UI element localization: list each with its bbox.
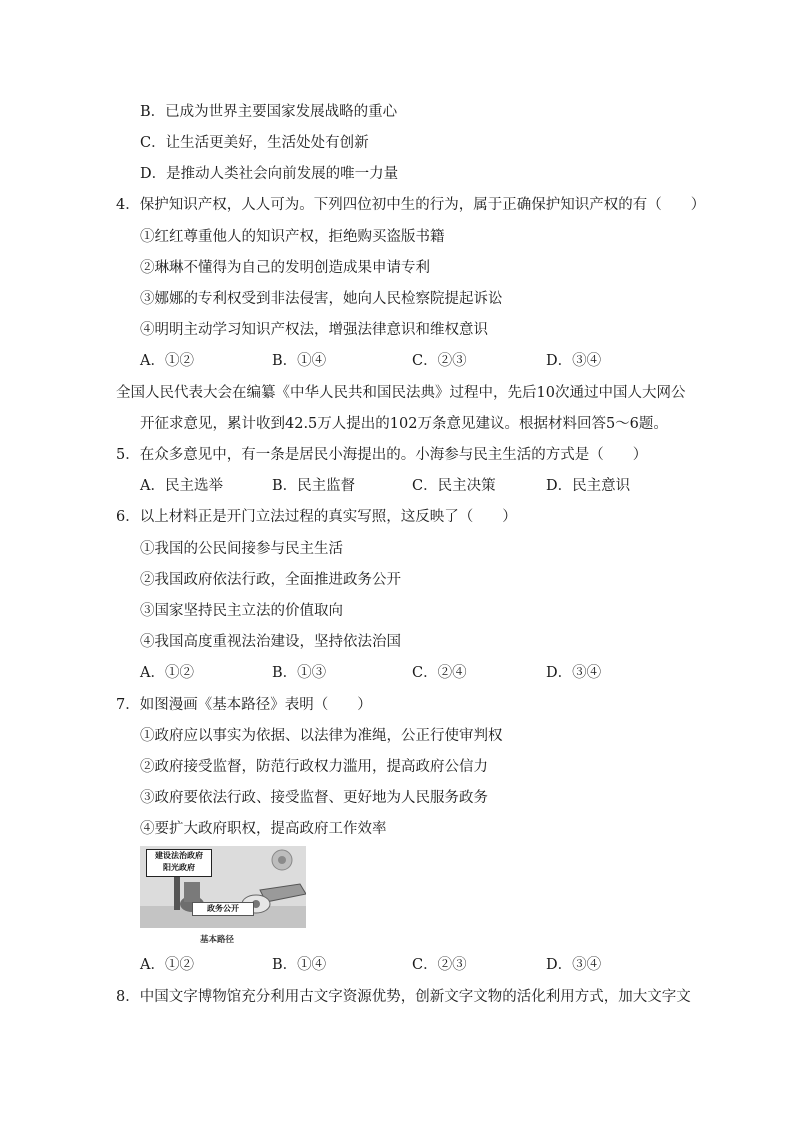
q5-choice-d: D．民主意识 (546, 478, 631, 494)
cartoon-sign-line-2: 阳光政府 (163, 863, 195, 872)
q5-choice-a: A．民主选举 (140, 478, 223, 494)
q4-choice-c: C．②③ (412, 353, 467, 369)
q4-choice-d: D．③④ (546, 353, 602, 369)
cartoon-banner: 政务公开 (192, 902, 254, 916)
q5-stem: 5．在众多意见中，有一条是居民小海提出的。小海参与民主生活的方式是（ ） (116, 447, 648, 463)
q8-stem: 8．中国文字博物馆充分利用古文字资源优势，创新文字文物的活化利用方式，加大文字文 (116, 989, 691, 1005)
q5-choice-c: C．民主决策 (412, 478, 496, 494)
q7-choice-d: D．③④ (546, 957, 602, 973)
q6-choice-a: A．①② (140, 665, 194, 681)
q4-item-3: ③娜娜的专利权受到非法侵害，她向人民检察院提起诉讼 (140, 291, 503, 307)
cartoon-image (140, 846, 306, 928)
material-line-2: 开征求意见，累计收到42.5万人提出的102万条意见建议。根据材料回答5～6题。 (140, 416, 668, 432)
q3-option-b: B．已成为世界主要国家发展战略的重心 (140, 104, 398, 120)
q7-item-3: ③政府要依法行政、接受监督、更好地为人民服务政务 (140, 790, 488, 806)
q7-item-4: ④要扩大政府职权，提高政府工作效率 (140, 821, 387, 837)
q6-item-1: ①我国的公民间接参与民主生活 (140, 541, 343, 557)
q4-stem: 4．保护知识产权，人人可为。下列四位初中生的行为，属于正确保护知识产权的有（ ） (116, 197, 706, 213)
q6-item-2: ②我国政府依法行政，全面推进政务公开 (140, 572, 401, 588)
q6-item-4: ④我国高度重视法治建设，坚持依法治国 (140, 634, 401, 650)
q3-option-d: D．是推动人类社会向前发展的唯一力量 (140, 166, 399, 182)
q7-item-1: ①政府应以事实为依据、以法律为准绳，公正行使审判权 (140, 728, 503, 744)
q7-item-2: ②政府接受监督，防范行政权力滥用，提高政府公信力 (140, 759, 488, 775)
q5-choice-b: B．民主监督 (272, 478, 356, 494)
q7-stem: 7．如图漫画《基本路径》表明（ ） (116, 697, 372, 713)
q7-choice-b: B．①④ (272, 957, 327, 973)
q7-choice-c: C．②③ (412, 957, 467, 973)
q4-item-4: ④明明主动学习知识产权法，增强法律意识和维权意识 (140, 322, 488, 338)
cartoon-sign (146, 849, 212, 877)
q3-option-c: C．让生活更美好，生活处处有创新 (140, 135, 369, 151)
cartoon-sign-line-1: 建设法治政府 (155, 851, 203, 860)
q7-choice-a: A．①② (140, 957, 194, 973)
q6-item-3: ③国家坚持民主立法的价值取向 (140, 603, 343, 619)
q4-item-2: ②琳琳不懂得为自己的发明创造成果申请专利 (140, 260, 430, 276)
q6-stem: 6．以上材料正是开门立法过程的真实写照，这反映了（ ） (116, 509, 517, 525)
q6-choice-d: D．③④ (546, 665, 602, 681)
q4-choice-b: B．①④ (272, 353, 327, 369)
cartoon-caption: 基本路径 (200, 935, 235, 945)
q4-choice-a: A．①② (140, 353, 194, 369)
material-line-1: 全国人民代表大会在编纂《中华人民共和国民法典》过程中，先后10次通过中国人大网公 (116, 385, 686, 401)
q4-item-1: ①红红尊重他人的知识产权，拒绝购买盗版书籍 (140, 229, 445, 245)
q6-choice-b: B．①③ (272, 665, 327, 681)
q6-choice-c: C．②④ (412, 665, 467, 681)
